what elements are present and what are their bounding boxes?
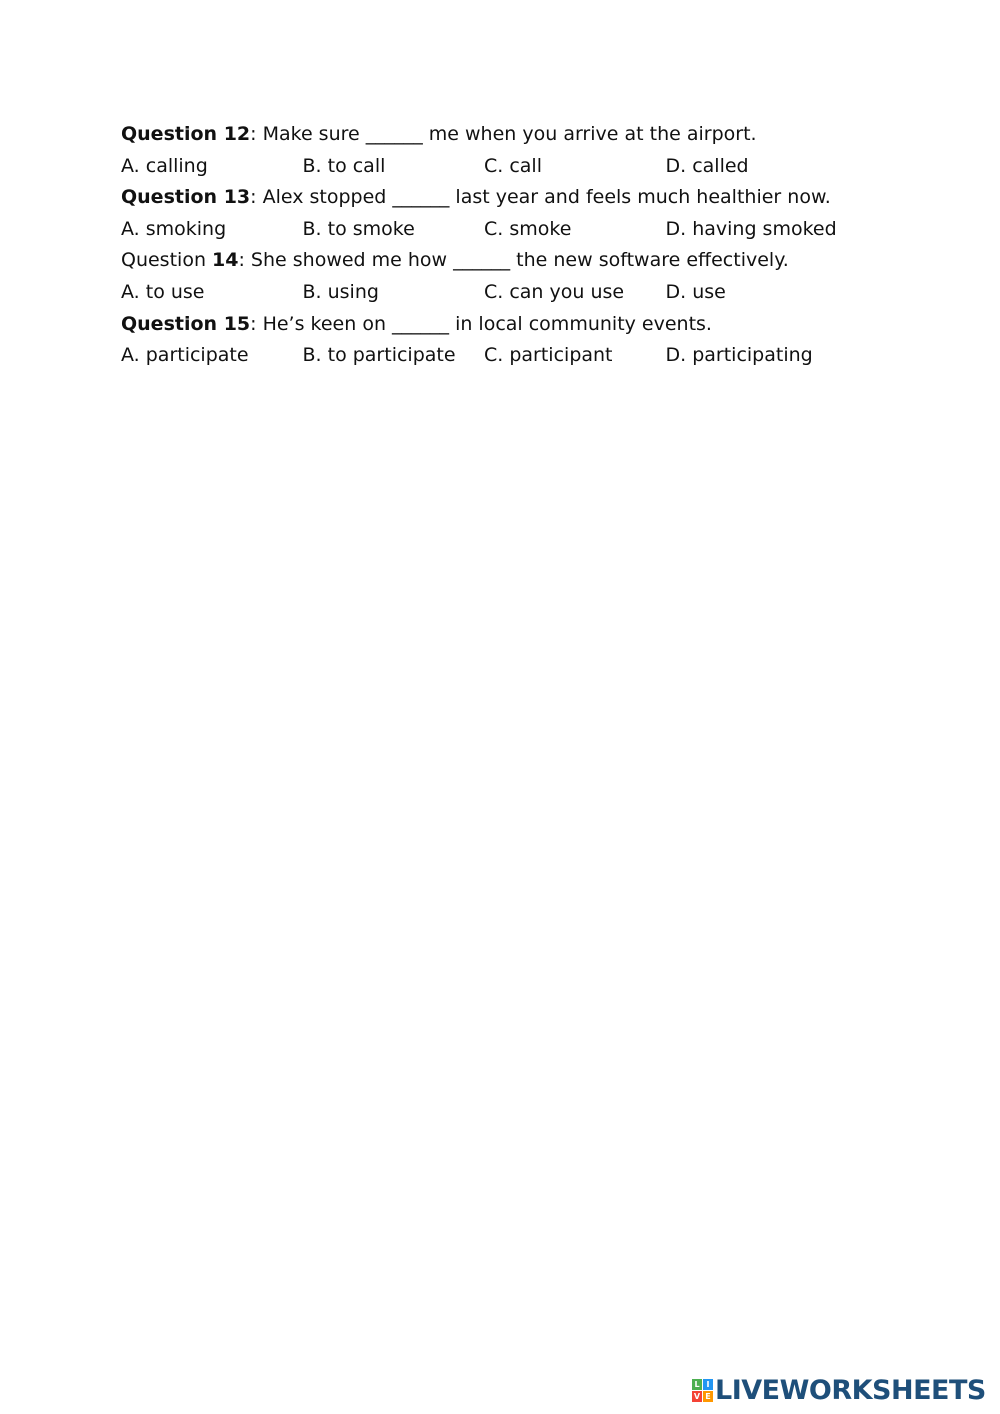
question-label: Question 13 [121, 186, 251, 209]
question-label-prefix: Question [121, 249, 206, 272]
option-d[interactable]: D. use [665, 280, 726, 303]
option-a[interactable]: A. smoking [121, 217, 227, 240]
question-text: : She showed me how ______ the new software effectively. [238, 249, 789, 272]
question-text: : He’s keen on ______ in local community events. [250, 312, 712, 335]
option-b[interactable]: B. to participate [302, 344, 456, 367]
option-d[interactable]: D. participating [665, 344, 813, 367]
worksheet-body [121, 119, 881, 372]
logo-mark-icon [692, 1379, 713, 1402]
question-label: Question 12 [121, 123, 251, 145]
question-label: Question 15 [121, 312, 251, 335]
option-a[interactable]: A. to use [121, 280, 205, 303]
option-d[interactable]: D. having smoked [665, 217, 837, 240]
question-13 [121, 182, 881, 214]
option-c[interactable]: C. participant [484, 344, 613, 367]
options-15 [121, 340, 881, 372]
option-d[interactable]: D. called [665, 154, 749, 177]
option-c[interactable]: C. smoke [484, 217, 572, 240]
question-12 [121, 119, 881, 151]
question-number: 14 [212, 249, 239, 272]
options-12 [121, 151, 881, 183]
option-b[interactable]: B. using [302, 280, 379, 303]
options-14 [121, 277, 881, 309]
option-b[interactable]: B. to smoke [302, 217, 415, 240]
option-b[interactable]: B. to call [302, 154, 386, 177]
option-a[interactable]: A. calling [121, 154, 208, 177]
option-a[interactable]: A. participate [121, 344, 249, 367]
logo-mark-letter: I [703, 1379, 713, 1390]
logo-mark-letter: E [703, 1391, 713, 1402]
logo-mark-letter: V [693, 1391, 701, 1401]
question-text: : Make sure ______ me when you arrive at the airport. [250, 123, 757, 145]
option-c[interactable]: C. can you use [484, 280, 625, 303]
logo-mark-letter: L [692, 1379, 702, 1390]
option-c[interactable]: C. call [484, 154, 542, 177]
question-text: : Alex stopped ______ last year and feels much healthier now. [250, 186, 831, 209]
question-14 [121, 245, 881, 277]
options-13 [121, 214, 881, 246]
question-15 [121, 309, 881, 341]
liveworksheets-logo[interactable] [692, 1374, 986, 1406]
logo-text: LIVEWORKSHEETS [715, 1374, 986, 1406]
